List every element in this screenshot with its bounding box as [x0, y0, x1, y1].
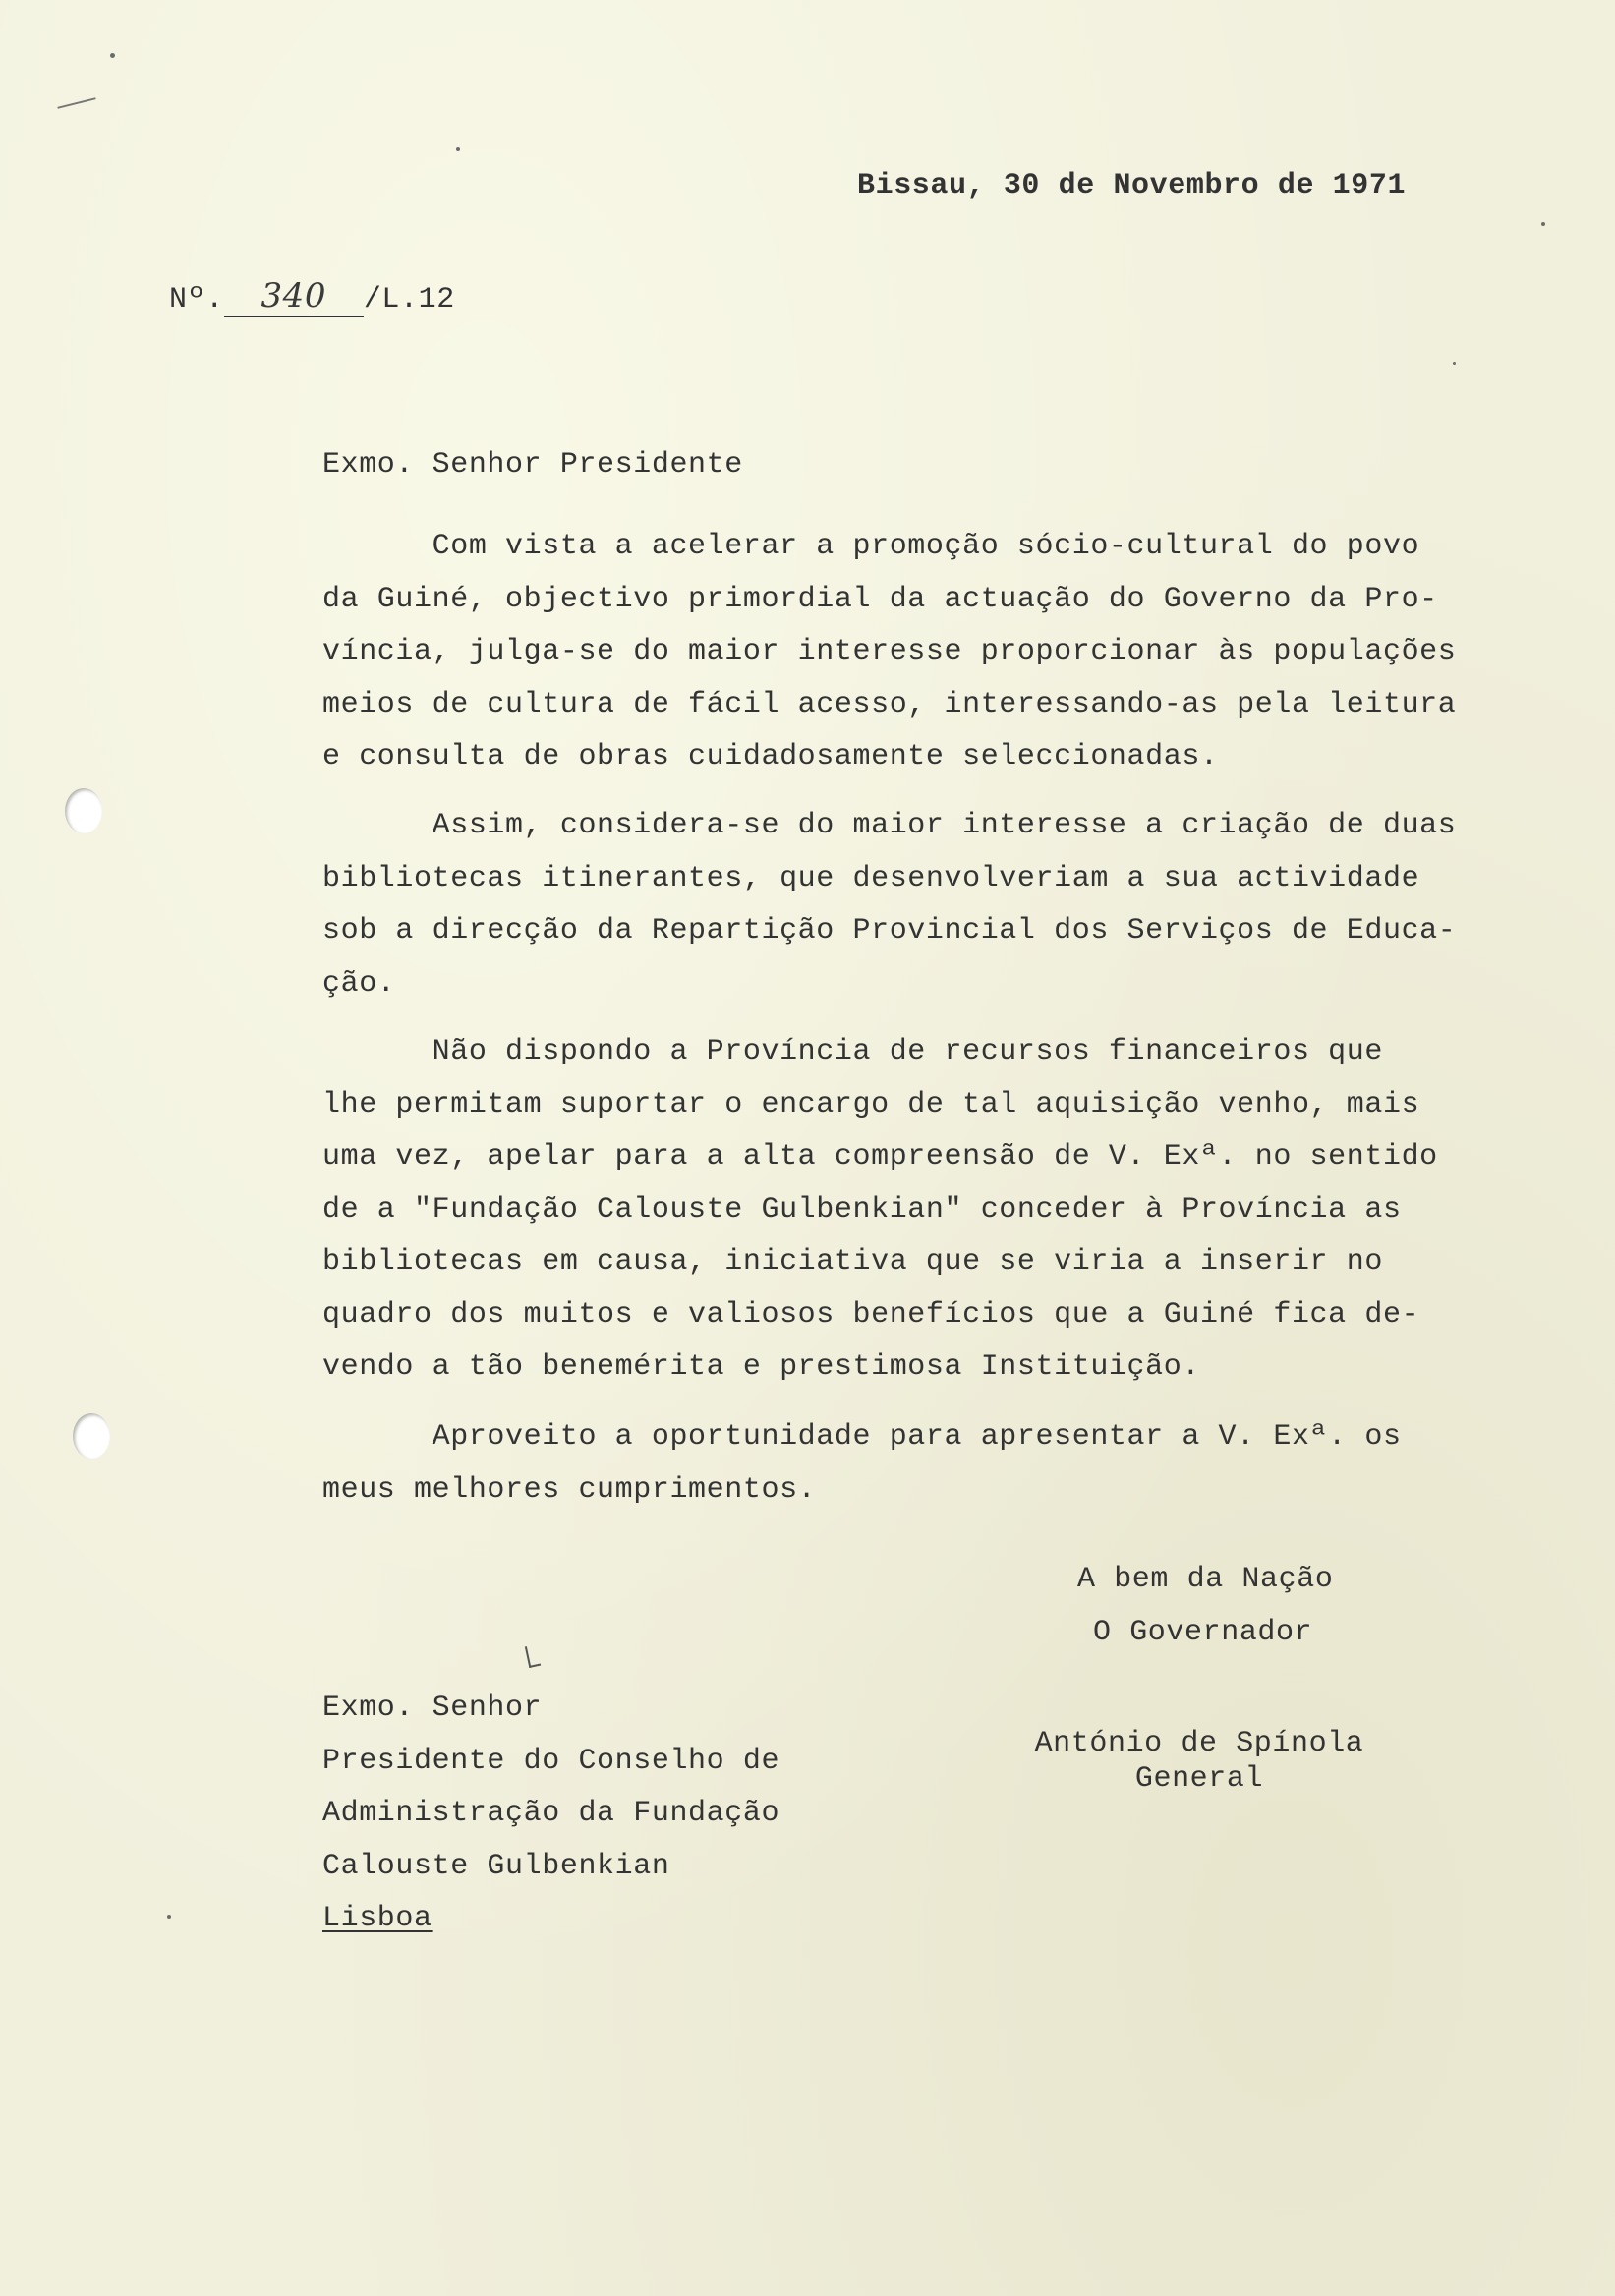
text-line: lhe permitam suportar o encargo de tal aquisição venho, mais [322, 1087, 1420, 1121]
text-line: víncia, julga-se do maior interesse proporcionar às populações [322, 635, 1457, 668]
reference-suffix: /L.12 [363, 283, 455, 316]
paper-mark [57, 97, 95, 109]
closing-line: A bem da Nação [1077, 1563, 1334, 1596]
pencil-mark [525, 1644, 541, 1668]
paragraph-3 [322, 1026, 1541, 1395]
text-line: de a "Fundação Calouste Gulbenkian" conceder à Província as [322, 1192, 1402, 1227]
text-line: meios de cultura de fácil acesso, interessando-as pela leitura [322, 687, 1457, 721]
reference-prefix: Nº. [169, 283, 224, 316]
paper-speck [1453, 362, 1456, 365]
handwritten-reference-number: 340 [224, 276, 364, 317]
salutation: Exmo. Senhor Presidente [322, 448, 743, 482]
paper-speck [456, 147, 460, 151]
text-line: sob a direcção da Repartição Provincial dos Serviços de Educa- [322, 914, 1457, 947]
text-line: quadro dos muitos e valiosos benefícios que a Guiné fica de- [322, 1297, 1420, 1332]
text-line: bibliotecas itinerantes, que desenvolveriam a sua actividade [322, 861, 1420, 895]
paragraph-2 [322, 800, 1541, 1010]
address-line: Calouste Gulbenkian [322, 1849, 670, 1883]
punch-hole [65, 788, 102, 833]
paragraph-1 [322, 521, 1541, 784]
text-line: Com vista a acelerar a promoção sócio-cultural do povo [322, 530, 1420, 563]
signer-name: António de Spínola [1034, 1727, 1364, 1760]
address-line: Presidente do Conselho de [322, 1744, 780, 1778]
text-line: meus melhores cumprimentos. [322, 1472, 817, 1507]
paper-speck [167, 1915, 171, 1919]
address-line: Administração da Fundação [322, 1797, 780, 1830]
punch-hole [73, 1413, 110, 1459]
address-city: Lisboa [322, 1902, 433, 1935]
paper-speck [110, 53, 115, 58]
letter-date: Bissau, 30 de Novembro de 1971 [857, 169, 1407, 202]
paragraph-4 [322, 1411, 1541, 1517]
signature-block [1032, 1726, 1366, 1797]
text-line: bibliotecas em causa, iniciativa que se viria a inserir no [322, 1245, 1383, 1279]
text-line: Não dispondo a Província de recursos financeiros que [322, 1035, 1383, 1068]
text-line: da Guiné, objectivo primordial da actuação do Governo da Pro- [322, 582, 1438, 616]
recipient-address [322, 1683, 779, 1946]
signer-title: General [1134, 1762, 1264, 1796]
reference-number-line [169, 273, 455, 326]
text-line: vendo a tão benemérita e prestimosa Instituição. [322, 1350, 1200, 1384]
text-line: Aproveito a oportunidade para apresentar a V. Exª. os [322, 1420, 1402, 1454]
text-line: e consulta de obras cuidadosamente seleccionadas. [322, 740, 1219, 774]
closing-line: O Governador [1093, 1616, 1313, 1649]
text-line: Assim, considera-se do maior interesse a criação de duas [322, 809, 1457, 842]
address-line: Exmo. Senhor [322, 1692, 543, 1725]
paper-speck [1541, 222, 1545, 226]
closing-formula [1022, 1553, 1333, 1659]
text-line: uma vez, apelar para a alta compreensão de V. Exª. no sentido [322, 1140, 1438, 1174]
text-line: ção. [322, 966, 396, 1001]
